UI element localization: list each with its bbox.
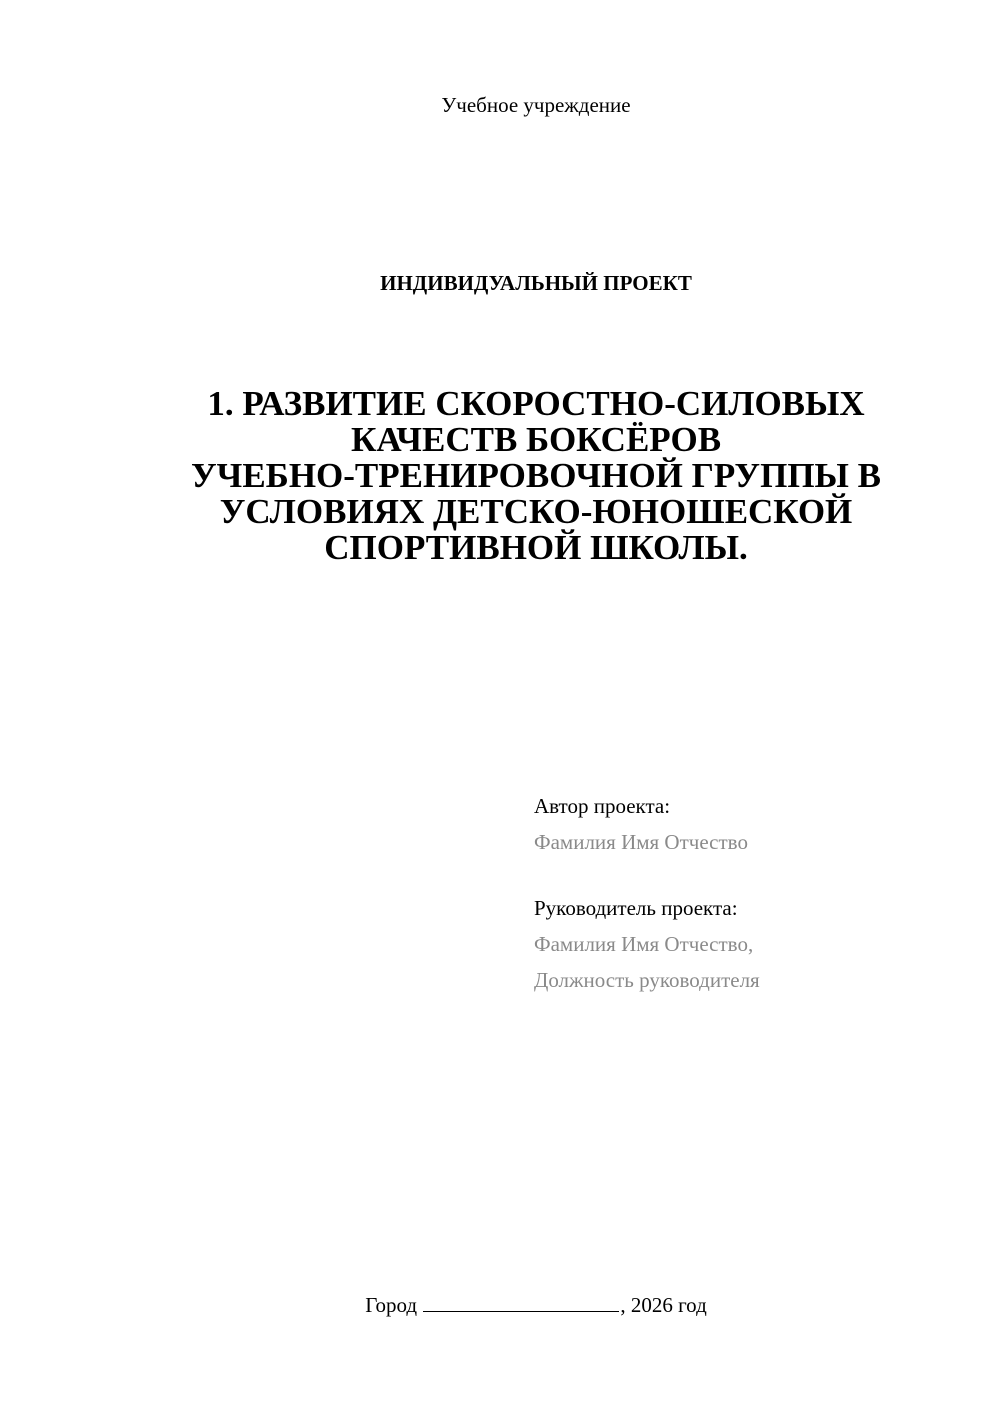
footer-city-year xyxy=(0,1290,1000,1320)
document-type-heading: ИНДИВИДУАЛЬНЫЙ ПРОЕКТ xyxy=(380,271,692,295)
supervisor-name-placeholder: Фамилия Имя Отчество, xyxy=(534,932,754,956)
footer-year: , 2026 год xyxy=(620,1293,707,1317)
author-name-placeholder: Фамилия Имя Отчество xyxy=(534,830,748,854)
institution-name: Учебное учреждение xyxy=(441,93,631,117)
spacer xyxy=(534,860,760,890)
project-title xyxy=(130,386,942,566)
title-line: УЧЕБНО-ТРЕНИРОВОЧНОЙ ГРУППЫ В xyxy=(190,456,882,495)
city-blank-line xyxy=(423,1291,619,1312)
title-line: КАЧЕСТВ БОКСЁРОВ xyxy=(350,420,722,459)
title-line: СПОРТИВНОЙ ШКОЛЫ. xyxy=(324,528,748,567)
author-info-block xyxy=(534,788,760,998)
author-label: Автор проекта: xyxy=(534,794,671,818)
footer-city-label: Город xyxy=(365,1293,418,1317)
title-line: УСЛОВИЯХ ДЕТСКО-ЮНОШЕСКОЙ xyxy=(219,492,853,531)
supervisor-label: Руководитель проекта: xyxy=(534,896,738,920)
supervisor-position-placeholder: Должность руководителя xyxy=(534,968,760,992)
title-line: 1. РАЗВИТИЕ СКОРОСТНО-СИЛОВЫХ xyxy=(207,384,865,423)
